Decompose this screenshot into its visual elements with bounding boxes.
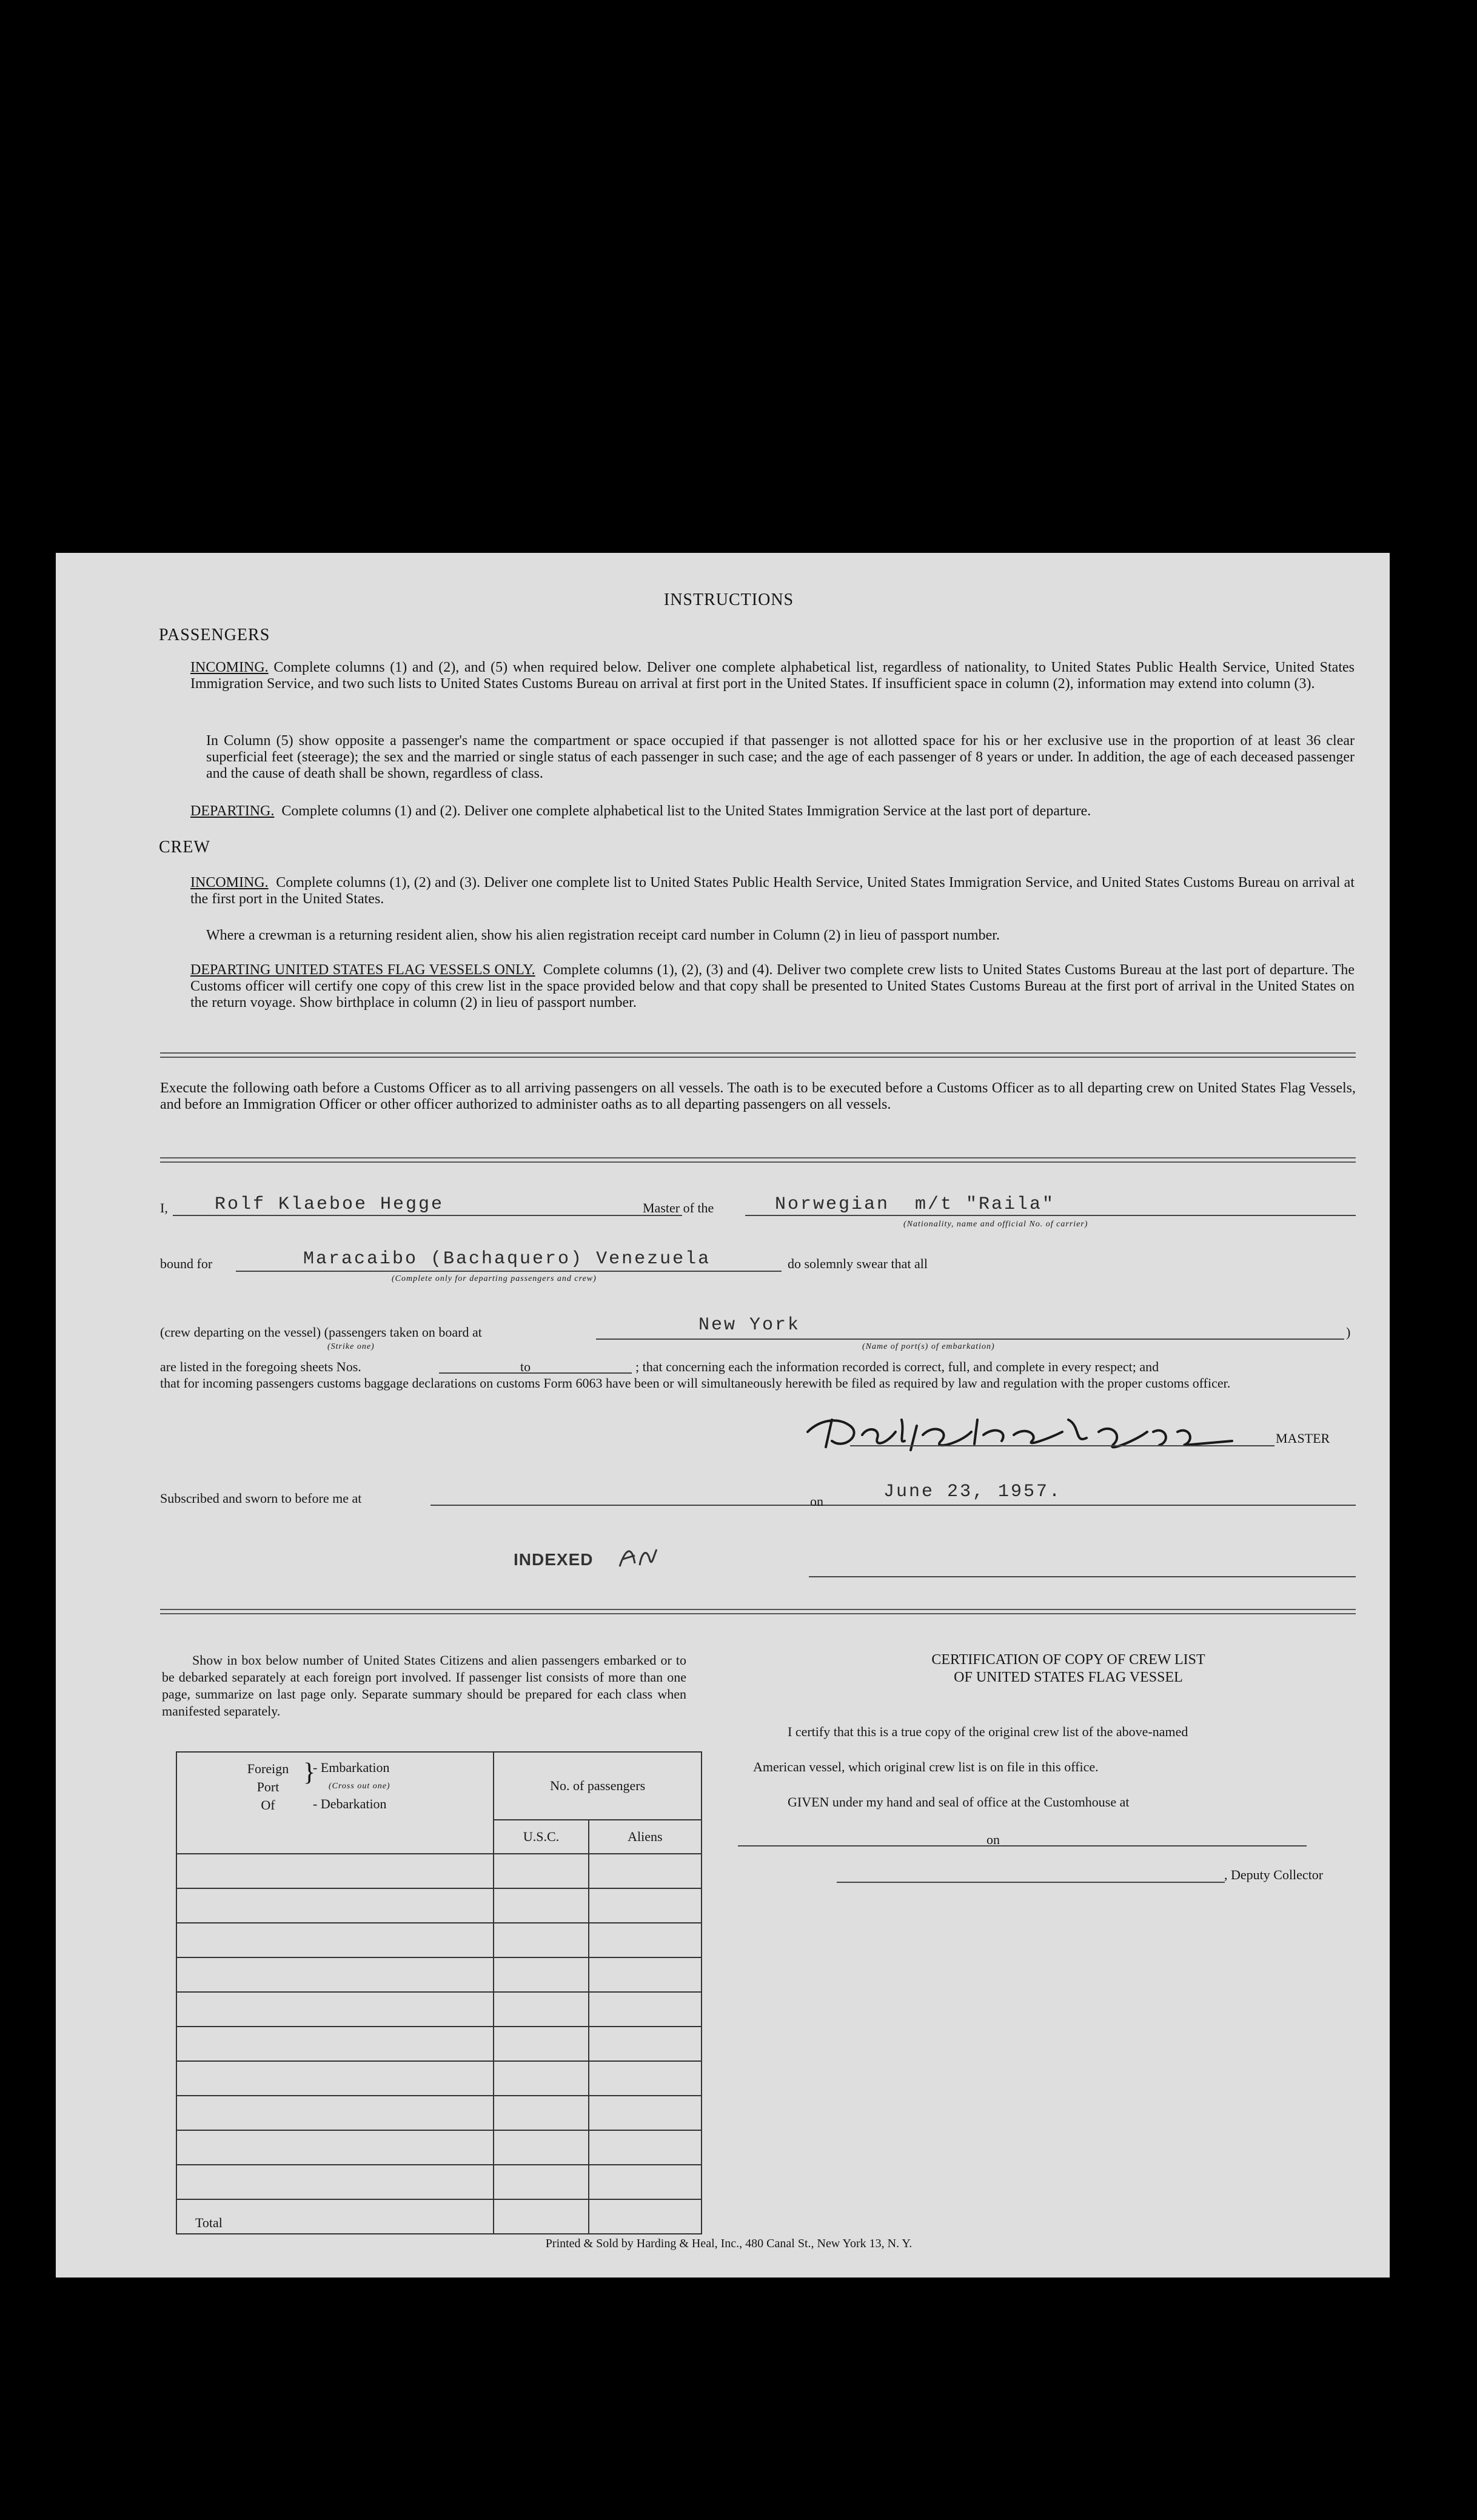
master-of-label: Master of the	[643, 1200, 714, 1215]
passengers-incoming-paragraph	[190, 660, 1355, 692]
subscribed-on-label: on	[810, 1494, 823, 1509]
vessel-field-line	[745, 1215, 1356, 1216]
table-cell[interactable]	[494, 1923, 588, 1957]
passengers-column5-paragraph: In Column (5) show opposite a passenger's name the compartment or space occupied if that passenger is not allotted space for his or her exclusive use in the proportion of at least 36 clear superficial feet (steerage); the sex and the married or single status of each passenger in such case; and the age of each passenger of 8 years or under. In addition, the age of each deceased passenger and the cause of death shall be shown, regardless of class.	[206, 733, 1355, 781]
table-cell[interactable]	[494, 2061, 588, 2096]
subscribed-label: Subscribed and sworn to before me at	[160, 1491, 362, 1506]
strike-caption: (Strike one)	[327, 1342, 375, 1351]
master-label: MASTER	[1276, 1431, 1330, 1446]
sheets-text: ; that concerning each the information recorded is correct, full, and complete in every respect; and	[635, 1359, 1159, 1374]
table-cell[interactable]	[589, 2199, 702, 2234]
sheets-text-continued: that for incoming passengers customs baggage declarations on customs Form 6063 have been or will simultaneously herewith be filed as required by law and regulation with the proper customs officer.	[160, 1375, 1231, 1391]
indexed-stamp: INDEXED	[514, 1550, 594, 1569]
brace-mark: }	[303, 1759, 316, 1786]
oath-intro-paragraph: Execute the following oath before a Customs Officer as to all arriving passengers on all vessels. The oath is to be executed before a Customs Officer as to all departing crew on United States Flag Vessels, and before an Immigration Officer or other officer authorized to administer oaths as to all departing passengers on all vessels.	[160, 1080, 1356, 1112]
given-on-label: on	[986, 1832, 1000, 1847]
printer-footer: Printed & Sold by Harding & Heal, Inc., 480 Canal St., New York 13, N. Y.	[545, 2237, 913, 2250]
given-place-date-line	[738, 1845, 1307, 1847]
passengers-count-header: No. of passengers	[494, 1752, 702, 1820]
col-port-label: Port	[256, 1779, 280, 1794]
indexed-right-line	[809, 1576, 1356, 1577]
master-name-value: Rolf Klaeboe Hegge	[215, 1194, 444, 1215]
table-cell[interactable]	[176, 2165, 494, 2199]
table-cell[interactable]	[494, 2027, 588, 2061]
embarkation-label: - Embarkation	[313, 1760, 390, 1775]
table-cell[interactable]	[176, 1923, 494, 1957]
crew-departing-text: (crew departing on the vessel) (passengers taken on board at	[160, 1325, 482, 1340]
foreign-port-header	[176, 1752, 494, 1854]
certification-title-line2: OF UNITED STATES FLAG VESSEL	[954, 1669, 1183, 1685]
divider-double	[160, 1609, 1356, 1614]
table-cell[interactable]	[176, 2096, 494, 2130]
given-text: GIVEN under my hand and seal of office at the Customhouse at	[788, 1794, 1130, 1810]
table-cell[interactable]	[494, 1957, 588, 1992]
vessel-caption: (Nationality, name and official No. of carrier)	[903, 1220, 1088, 1229]
crew-departing-paragraph	[190, 962, 1355, 1011]
table-cell[interactable]	[176, 1888, 494, 1923]
subscribed-date-value: June 23, 1957.	[883, 1482, 1062, 1502]
sheets-label: are listed in the foregoing sheets Nos.	[160, 1359, 361, 1374]
certification-title	[780, 1651, 1356, 1686]
master-signature-line	[850, 1445, 1274, 1446]
usc-column-header: U.S.C.	[494, 1820, 588, 1854]
table-cell[interactable]	[494, 1888, 588, 1923]
master-signature	[795, 1408, 1256, 1456]
table-cell[interactable]	[176, 2061, 494, 2096]
table-cell[interactable]	[494, 2165, 588, 2199]
summary-instructions: Show in box below number of United States Citizens and alien passengers embarked or to be debarked separately at each foreign port involved. If passenger list consists of more than one page, summarize on last page only. Separate summary should be prepared for each class when manifested separately.	[162, 1653, 686, 1719]
table-cell[interactable]	[176, 2130, 494, 2165]
table-cell[interactable]	[589, 1992, 702, 2027]
table-cell[interactable]	[589, 1854, 702, 1888]
table-cell[interactable]	[176, 1992, 494, 2027]
certification-title-line1: CERTIFICATION OF COPY OF CREW LIST	[931, 1652, 1205, 1668]
deputy-signature-line	[837, 1882, 1225, 1883]
vessel-value: Norwegian m/t "Raila"	[775, 1194, 1056, 1215]
table-cell[interactable]	[494, 2199, 588, 2234]
destination-field-line	[236, 1271, 782, 1272]
divider-double	[160, 1157, 1356, 1163]
debarkation-label: - Debarkation	[313, 1796, 387, 1811]
indexed-initials-mark	[617, 1542, 659, 1572]
subscribed-date-line	[831, 1505, 1356, 1506]
passengers-departing-label: DEPARTING.	[190, 803, 275, 819]
subscribed-place-line	[430, 1505, 862, 1506]
total-label: Total	[176, 2199, 494, 2234]
swear-text: do solemnly swear that all	[788, 1256, 928, 1271]
crew-incoming-label: INCOMING.	[190, 875, 269, 891]
crew-heading: CREW	[159, 838, 210, 857]
destination-caption: (Complete only for departing passengers and crew)	[392, 1274, 597, 1283]
passengers-incoming-text: Complete columns (1) and (2), and (5) when required below. Deliver one complete alphabetical list, regardless of nationality, to United States Public Health Service, United States Immigration Service, and two such lists to United States Customs Bureau on arrival at first port in the United States. If insufficient space in column (2), information may extend into column (3).	[190, 660, 1355, 692]
table-cell[interactable]	[494, 1854, 588, 1888]
crew-incoming-text: Complete columns (1), (2) and (3). Deliver one complete list to United States Public Health Service, United States Immigration Service, and United States Customs Bureau on arrival at the first port in the United States.	[190, 875, 1355, 907]
table-cell[interactable]	[589, 2130, 702, 2165]
col-of-label: Of	[261, 1797, 275, 1813]
destination-value: Maracaibo (Bachaquero) Venezuela	[303, 1249, 711, 1269]
deputy-collector-label: , Deputy Collector	[1224, 1867, 1324, 1882]
table-cell[interactable]	[589, 1888, 702, 1923]
passengers-departing-paragraph	[190, 803, 1355, 820]
table-cell[interactable]	[589, 1923, 702, 1957]
table-cell[interactable]	[176, 1957, 494, 1992]
master-name-field-line	[173, 1215, 682, 1216]
table-cell[interactable]	[589, 1957, 702, 1992]
bound-for-label: bound for	[160, 1256, 213, 1271]
passengers-heading: PASSENGERS	[159, 626, 270, 644]
oath-i-label: I,	[160, 1200, 168, 1215]
table-cell[interactable]	[494, 2130, 588, 2165]
table-cell[interactable]	[494, 1992, 588, 2027]
table-cell[interactable]	[494, 2096, 588, 2130]
table-cell[interactable]	[589, 2165, 702, 2199]
sheets-to-line	[535, 1372, 632, 1374]
port-field-line	[596, 1339, 1344, 1340]
page-title: INSTRUCTIONS	[663, 590, 794, 609]
aliens-column-header: Aliens	[589, 1820, 702, 1854]
certify-text-continued: American vessel, which original crew list is on file in this office.	[753, 1759, 1099, 1774]
table-cell[interactable]	[176, 1854, 494, 1888]
passengers-departing-text: Complete columns (1) and (2). Deliver one complete alphabetical list to the United States Immigration Service at the last port of departure.	[281, 803, 1091, 819]
crew-departing-label: DEPARTING UNITED STATES FLAG VESSELS ONLY.	[190, 962, 535, 978]
crew-incoming-paragraph	[190, 875, 1355, 907]
port-close-paren: )	[1346, 1325, 1351, 1340]
divider-double	[160, 1052, 1356, 1058]
crew-departing-text: Complete columns (1), (2), (3) and (4). Deliver two complete crew lists to United States Customs Bureau at the last port of departure. The Customs officer will certify one copy of this crew list in the space provided below and that copy shall be presented to United States Customs Bureau at the first port of arrival in the United States on the return voyage. Show birthplace in column (2) in lieu of passport number.	[190, 962, 1355, 1011]
sheets-to-label: to	[520, 1359, 531, 1374]
table-cell[interactable]	[589, 2061, 702, 2096]
cross-out-caption: (Cross out one)	[329, 1782, 390, 1791]
passenger-summary-table	[176, 1751, 702, 2234]
crew-resident-paragraph: Where a crewman is a returning resident alien, show his alien registration receipt card number in Column (2) in lieu of passport number.	[206, 927, 1000, 943]
col-foreign-label: Foreign	[247, 1761, 289, 1776]
table-cell[interactable]	[176, 2027, 494, 2061]
port-value: New York	[698, 1315, 801, 1335]
certify-text: I certify that this is a true copy of the original crew list of the above-named	[788, 1724, 1188, 1739]
document-page	[56, 553, 1390, 2278]
passengers-incoming-label: INCOMING.	[190, 660, 269, 675]
port-caption: (Name of port(s) of embarkation)	[862, 1342, 995, 1351]
table-cell[interactable]	[589, 2096, 702, 2130]
table-cell[interactable]	[589, 2027, 702, 2061]
